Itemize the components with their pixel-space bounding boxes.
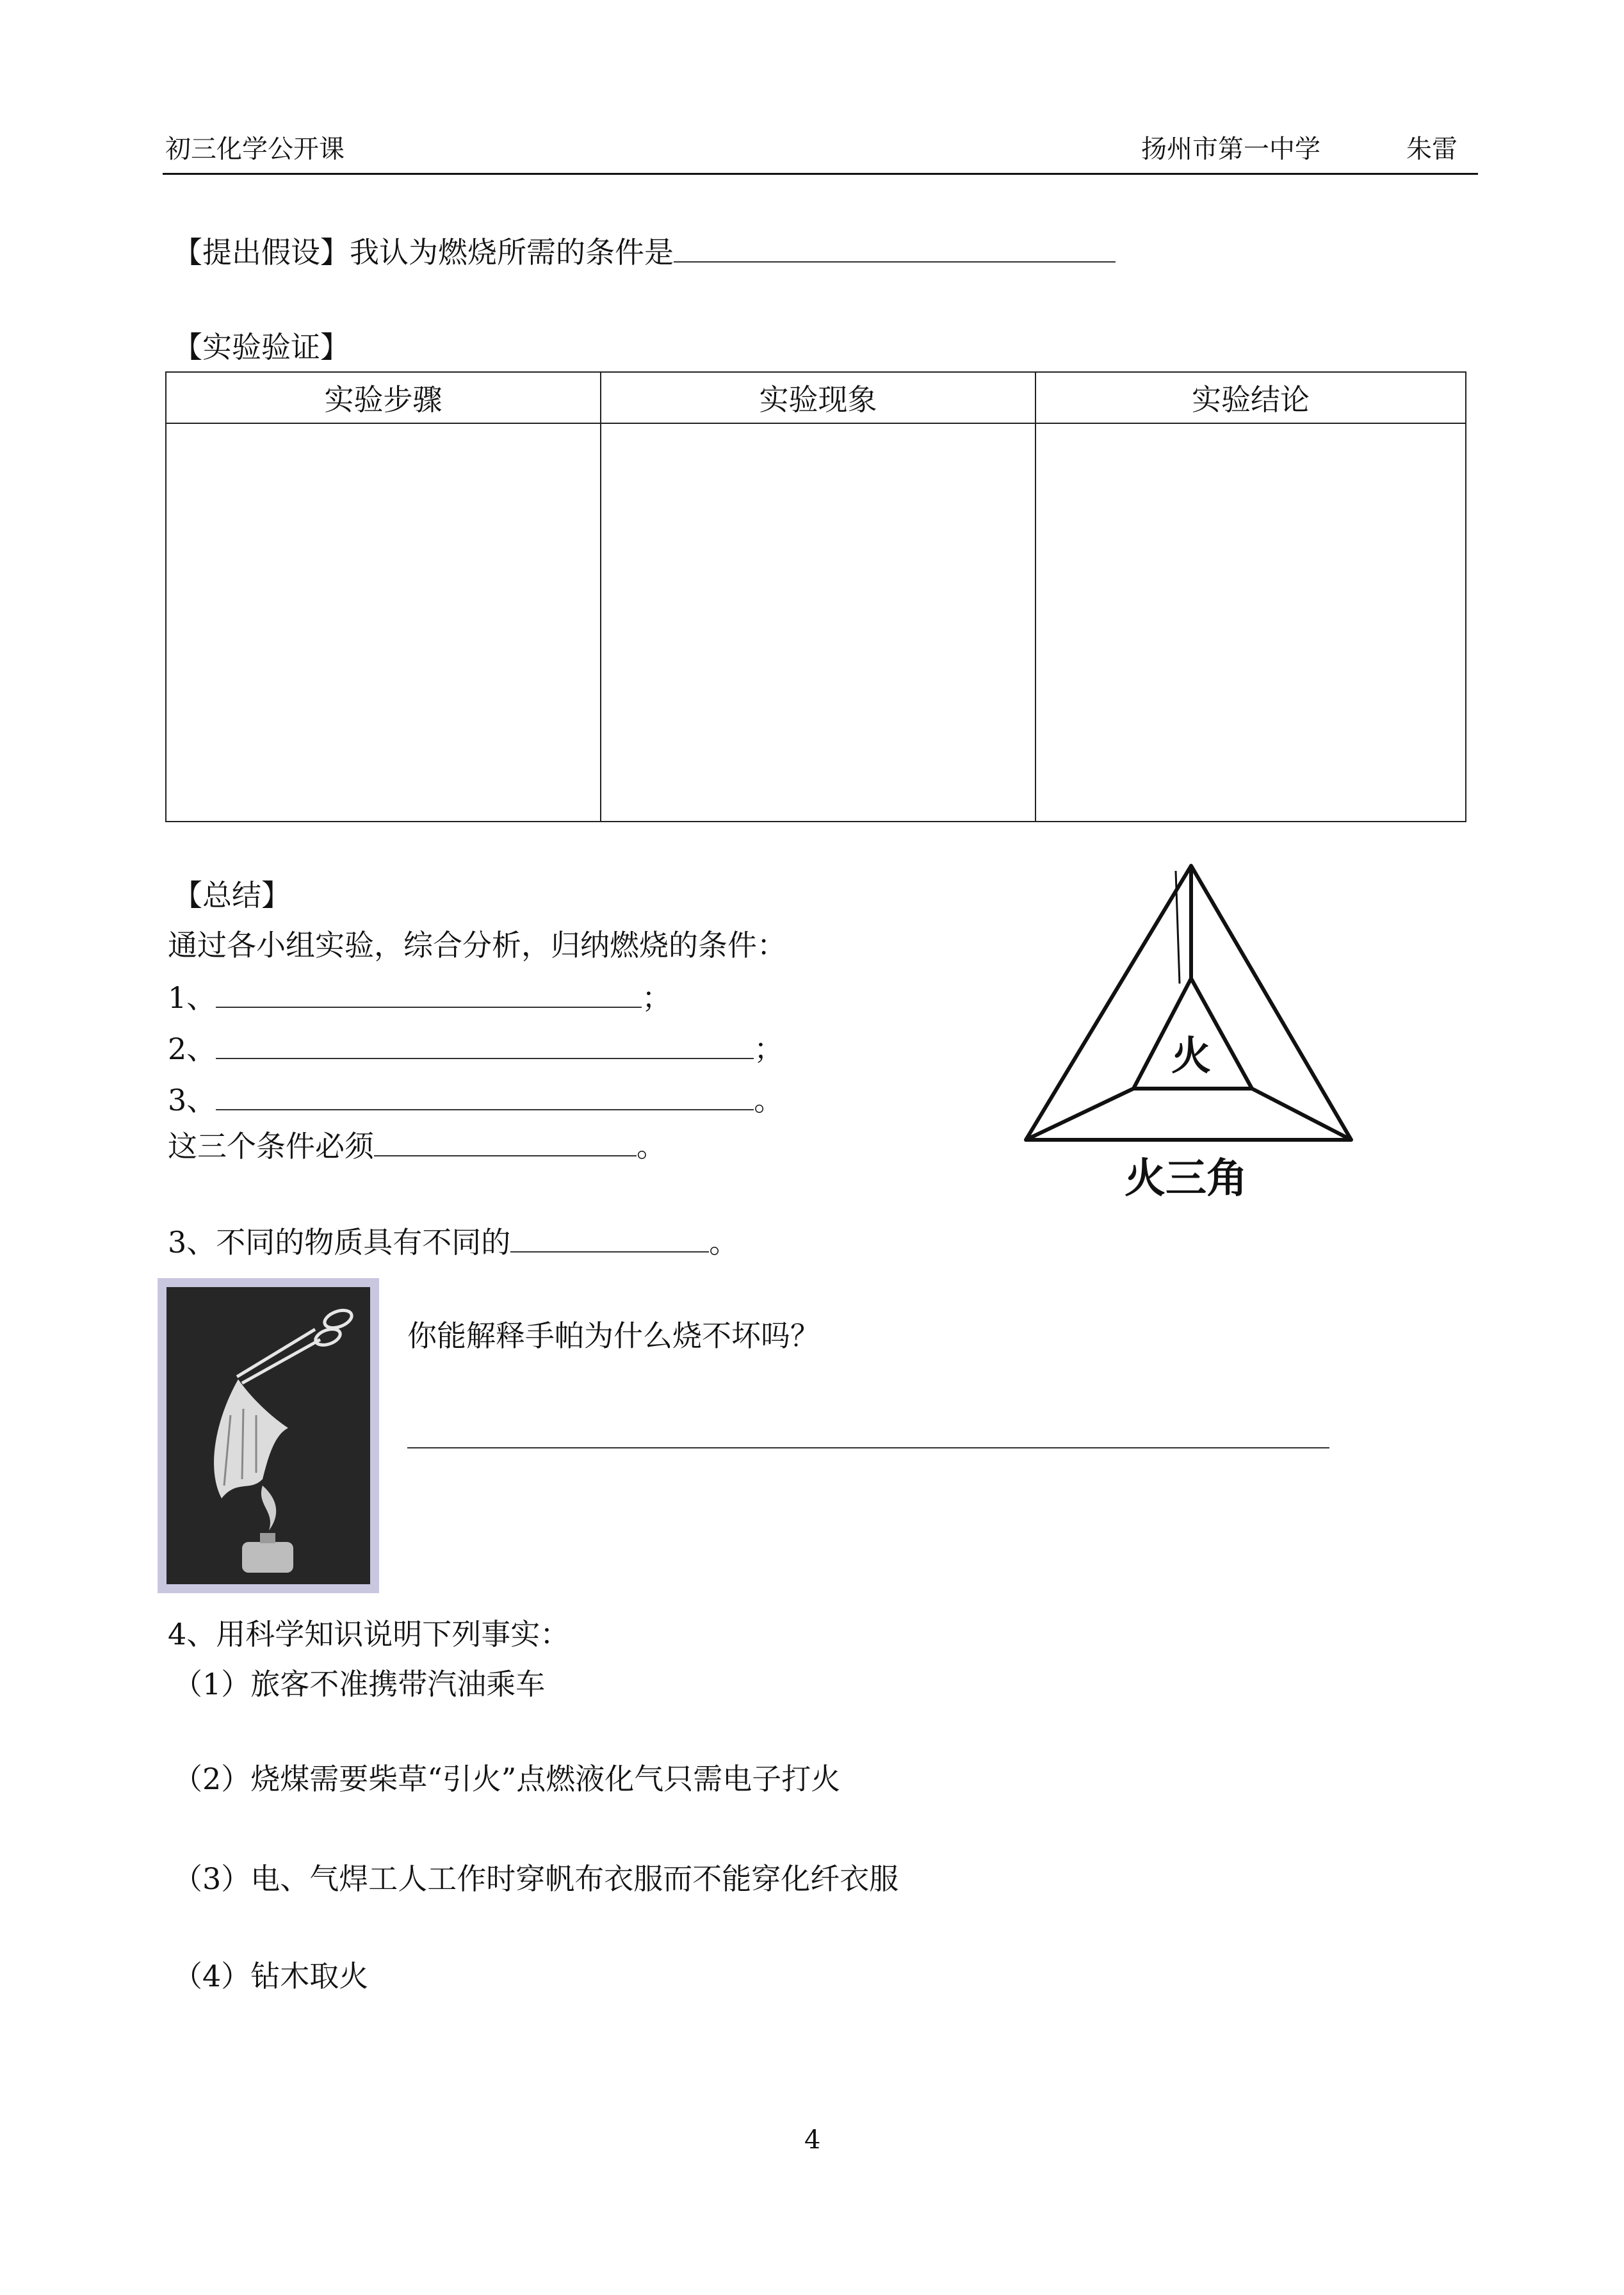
q4-item-4: （4）钻木取火: [173, 1959, 369, 1993]
column-conclusion: 实验结论: [1035, 372, 1466, 423]
summary-intro: 通过各小组实验，综合分析，归纳燃烧的条件：: [168, 928, 786, 962]
q4-title: 4、用科学知识说明下列事实：: [168, 1617, 570, 1651]
q4-item-1: （1）旅客不准携带汽油乘车: [173, 1667, 546, 1701]
header-teacher: 朱雷: [1406, 134, 1458, 164]
triangle-caption: 火三角: [1125, 1155, 1247, 1203]
item-end: ；: [642, 980, 672, 1015]
summary-item-2: [168, 1030, 783, 1067]
header-course: 初三化学公开课: [165, 134, 345, 164]
q3-end: 。: [709, 1225, 739, 1260]
item-number: 1、: [168, 980, 216, 1015]
cell-phenomena[interactable]: [601, 423, 1035, 822]
q4-item-2: （2）烧煤需要柴草“引火”点燃液化气只需电子打火: [173, 1762, 841, 1796]
summary-must-line: [168, 1127, 666, 1164]
item-number: 3、: [168, 1083, 216, 1117]
must-blank[interactable]: [374, 1127, 637, 1156]
condition-blank-1[interactable]: [216, 978, 642, 1008]
experiment-table-header: [166, 372, 1466, 423]
fire-triangle-diagram: [1018, 858, 1364, 1217]
item-end: 。: [754, 1083, 784, 1117]
summary-title: 【总结】: [173, 878, 291, 912]
column-steps: 实验步骤: [166, 372, 601, 423]
page-number: 4: [804, 2125, 821, 2155]
q3-blank[interactable]: [510, 1223, 709, 1253]
q4-item-3: （3）电、气焊工人工作时穿帆布衣服而不能穿化纤衣服: [173, 1861, 899, 1896]
cell-conclusion[interactable]: [1035, 423, 1466, 822]
hypothesis-line: [173, 233, 1116, 270]
item-number: 2、: [168, 1032, 216, 1066]
triangle-center-label: 火: [1171, 1032, 1212, 1079]
header-rule: [163, 173, 1478, 175]
handkerchief-answer-line[interactable]: [407, 1447, 1329, 1448]
q3-prefix: 3、不同的物质具有不同的: [168, 1225, 511, 1260]
hypothesis-blank[interactable]: [674, 233, 1116, 263]
experiment-table: [165, 371, 1466, 822]
item-end: ；: [754, 1032, 784, 1066]
verify-title: 【实验验证】: [173, 330, 350, 364]
condition-blank-3[interactable]: [216, 1081, 754, 1110]
burning-handkerchief-image: [166, 1287, 370, 1584]
summary-item-3: [168, 1081, 783, 1118]
experiment-table-row: [166, 423, 1466, 822]
hypothesis-label: 【提出假设】我认为燃烧所需的条件是: [173, 235, 674, 270]
header-school: 扬州市第一中学: [1141, 134, 1320, 164]
condition-blank-2[interactable]: [216, 1030, 754, 1059]
must-prefix: 这三个条件必须: [168, 1129, 374, 1164]
summary-item-1: [168, 978, 671, 1016]
outer-triangle: [1026, 866, 1351, 1140]
column-phenomena: 实验现象: [601, 372, 1035, 423]
must-end: 。: [637, 1129, 666, 1164]
handkerchief-question: 你能解释手帕为什么烧不坏吗？: [407, 1318, 820, 1353]
q3-line: [168, 1223, 738, 1260]
cell-steps[interactable]: [166, 423, 601, 822]
photo-frame: [158, 1278, 379, 1593]
